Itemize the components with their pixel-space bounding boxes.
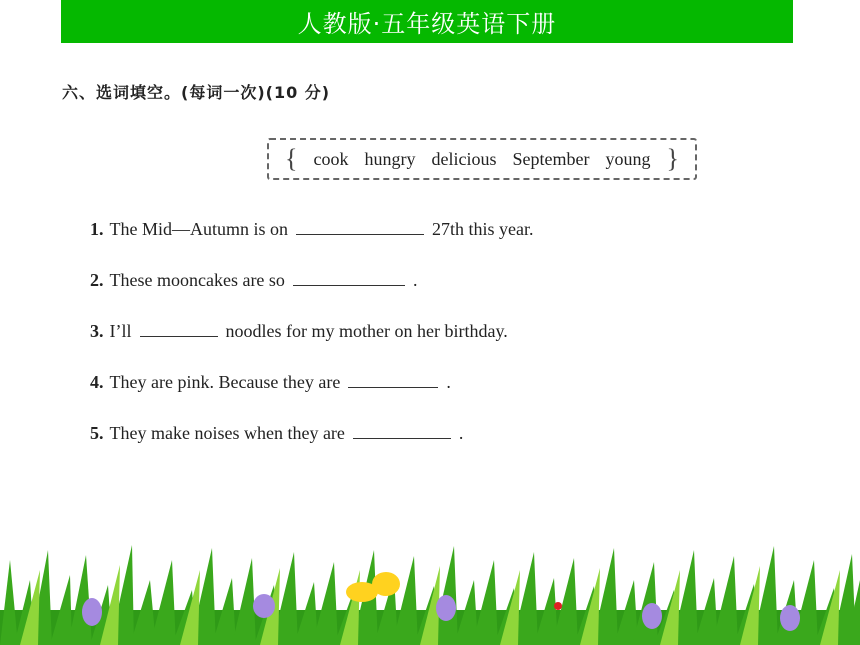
question-text-after: . [458,423,464,443]
question-number: 4. [90,372,104,392]
question-text-before: They make noises when they are [109,423,345,443]
answer-blank[interactable] [140,320,218,337]
answer-blank[interactable] [348,371,438,388]
ladybug-icon [554,602,562,610]
question-text-before: They are pink. Because they are [109,372,341,392]
answer-blank[interactable] [293,269,405,286]
question-2 [90,269,417,291]
question-5 [90,422,463,444]
question-text-after: . [412,270,418,290]
question-4 [90,371,451,393]
answer-blank[interactable] [353,422,451,439]
word-bank-item: young [605,148,651,169]
question-text-before: I’ll [109,321,132,341]
word-bank-item: September [512,148,590,169]
header-banner [61,0,793,43]
right-brace-icon: } [666,144,679,173]
question-text-after: noodles for my mother on her birthday. [225,321,508,341]
question-1 [90,218,534,240]
question-text-before: These mooncakes are so [109,270,285,290]
question-text-after: . [446,372,451,392]
word-bank [267,138,697,180]
left-brace-icon: { [285,144,298,173]
question-3 [90,320,508,342]
question-number: 5. [90,423,104,443]
question-number: 1. [90,219,104,239]
answer-blank[interactable] [296,218,424,235]
grass-decoration [0,540,860,645]
word-bank-item: delicious [431,148,497,169]
question-text-before: The Mid—Autumn is on [109,219,288,239]
header-title: 人教版·五年级英语下册 [297,10,557,38]
word-bank-item: hungry [364,148,416,169]
word-bank-item: cook [313,148,349,169]
question-text-after: 27th this year. [432,219,534,239]
question-number: 3. [90,321,104,341]
question-number: 2. [90,270,104,290]
section-title: 六、选词填空。(每词一次)(10 分) [62,83,331,102]
